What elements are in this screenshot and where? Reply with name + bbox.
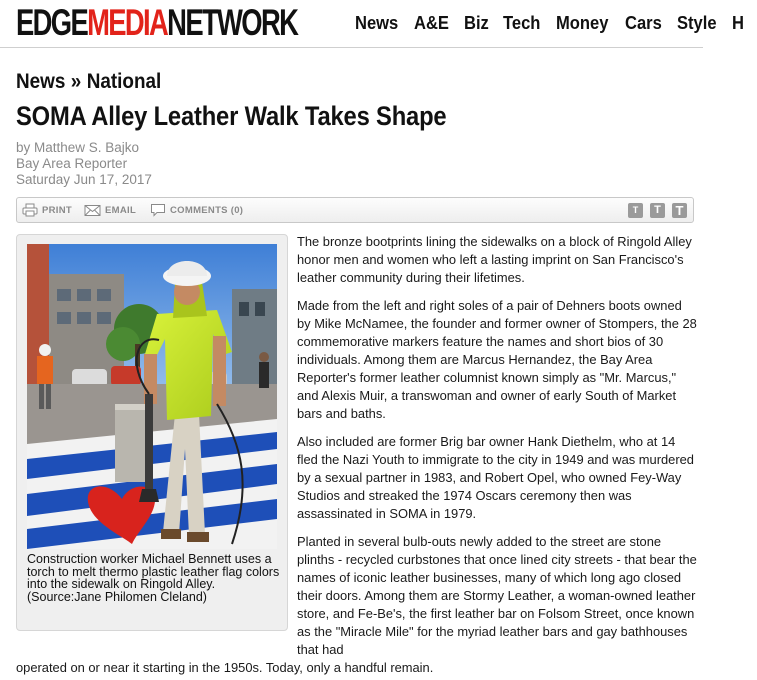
nav-style[interactable]: Style: [676, 13, 717, 33]
email-label: EMAIL: [105, 204, 137, 216]
logo-network: NETWORK: [167, 2, 298, 43]
article-figure: [16, 234, 288, 631]
paragraph-1: The bronze bootprints lining the sidewalks on a block of Ringold Alley honor men and women who left a lasting imprint on San Francisco's leather community during their lifetimes.: [297, 234, 692, 285]
breadcrumb-news[interactable]: News: [16, 70, 66, 93]
site-header: [0, 0, 744, 48]
paragraph-4-continued: operated on or near it starting in the 1950s. Today, only a handful remain.: [16, 660, 434, 675]
nav-biz[interactable]: Biz: [464, 13, 489, 33]
publish-date: Saturday Jun 17, 2017: [16, 172, 152, 187]
paragraph-4: Planted in several bulb-outs newly added to the street are stone plinths - recycled curbstones that once lined city streets - that bear the names of iconic leather businesses, many of which long ago closed their doors. Among them are Stormy Leather, a woman-owned leather store, and Fe-Be's, the first leather bar on Folsom Street, once known as the "Miracle Mile" for the myriad leather bars and gay bathhouses that had: [297, 534, 697, 657]
nav-arts-entertainment[interactable]: A&E: [414, 13, 450, 33]
breadcrumb: [16, 70, 161, 94]
comments-label: COMMENTS (0): [170, 204, 244, 216]
photo-caption: Construction worker Michael Bennett uses a torch to melt thermo plastic leather flag colors into the sidewalk on Ringold Alley. (Source:Jane Philomen Cleland): [27, 552, 280, 604]
logo-media: MEDIA: [87, 2, 168, 43]
email-button[interactable]: [84, 202, 136, 218]
main-nav: [355, 12, 757, 34]
site-logo[interactable]: [16, 3, 297, 43]
article-toolbar: [16, 197, 694, 223]
nav-money[interactable]: Money: [555, 13, 609, 33]
publication: Bay Area Reporter: [16, 156, 128, 171]
article-photo[interactable]: [27, 244, 277, 549]
breadcrumb-separator: »: [70, 70, 82, 93]
paragraph-3: Also included are former Brig bar owner Hank Diethelm, who at 14 fled the Nazi Youth to immigrate to the city in 1949 and was murdered by a sexual partner in 1983, and Robert Opel, who owned Fey-Way Studios and streaked the 1974 Oscars ceremony then was assassinated in SOMA in 1979.: [297, 434, 694, 521]
nav-cut-off-item[interactable]: H: [731, 13, 744, 33]
nav-news[interactable]: News: [355, 13, 399, 33]
font-size-medium-button[interactable]: T: [650, 203, 665, 218]
print-icon: [22, 203, 38, 217]
breadcrumb-national[interactable]: National: [86, 70, 162, 93]
comment-bubble-icon: [150, 203, 166, 217]
comments-button[interactable]: [150, 202, 243, 218]
email-icon: [84, 204, 101, 217]
article-title: SOMA Alley Leather Walk Takes Shape: [16, 101, 447, 131]
article-body: [297, 233, 697, 669]
font-size-small-button[interactable]: T: [628, 203, 643, 218]
nav-tech[interactable]: Tech: [503, 13, 541, 33]
print-button[interactable]: [22, 202, 72, 218]
nav-cars[interactable]: Cars: [624, 13, 662, 33]
paragraph-2: Made from the left and right soles of a pair of Dehners boots owned by Mike McNamee, the founder and former owner of Stompers, the 28 commemorative markers feature the names and short bios of 30 individuals. Among them are Marcus Hernandez, the Bay Area Reporter's former leather columnist known simply as "Mr. Marcus," and Alexis Muir, a transwoman and owner of early South of Market bars and baths.: [297, 298, 697, 421]
logo-edge: EDGE: [16, 2, 88, 43]
author: by Matthew S. Bajko: [16, 140, 140, 155]
byline: [16, 140, 152, 188]
print-label: PRINT: [42, 204, 72, 216]
font-size-large-button[interactable]: T: [672, 203, 687, 218]
